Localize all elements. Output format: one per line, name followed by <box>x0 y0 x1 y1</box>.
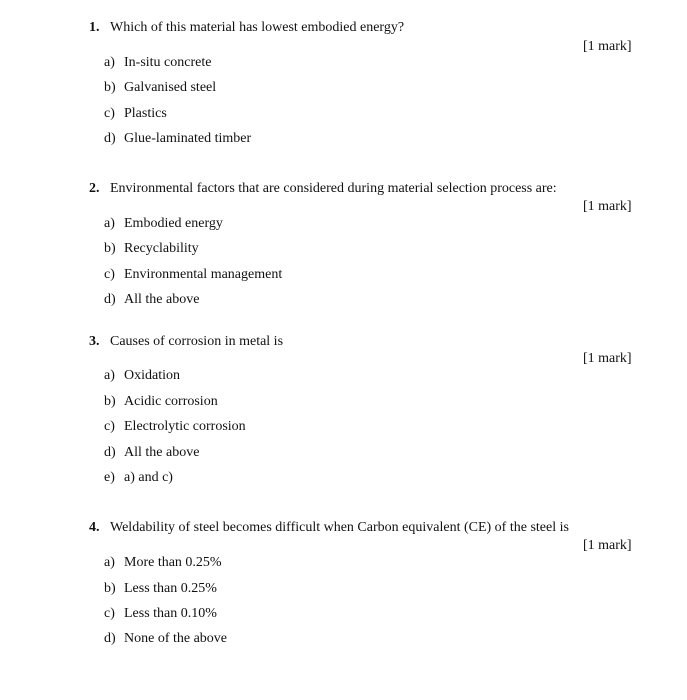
option-letter: d) <box>104 445 116 460</box>
option-letter: e) <box>104 470 115 485</box>
option-letter: b) <box>104 394 116 409</box>
option-letter: d) <box>104 292 116 307</box>
option-text: Environmental management <box>124 267 283 282</box>
question-4-option-b <box>104 581 217 597</box>
question-1-mark: [1 mark] <box>583 39 632 54</box>
option-letter: b) <box>104 241 116 256</box>
option-letter: c) <box>104 419 115 434</box>
option-text: Oxidation <box>124 368 180 383</box>
question-4-option-d <box>104 631 227 647</box>
option-text: In-situ concrete <box>124 55 212 70</box>
question-1-text: Which of this material has lowest embodied energy? <box>110 20 405 35</box>
option-text: Recyclability <box>124 241 199 256</box>
option-letter: c) <box>104 106 115 121</box>
question-3-number: 3. <box>89 334 100 349</box>
question-2-mark: [1 mark] <box>583 199 632 214</box>
option-letter: b) <box>104 80 116 95</box>
option-text: Glue-laminated timber <box>124 131 252 146</box>
question-2-option-b <box>104 241 199 257</box>
question-2-text: Environmental factors that are considered during material selection process are: <box>110 181 557 196</box>
question-1-option-a <box>104 55 211 71</box>
option-text: More than 0.25% <box>124 555 222 570</box>
question-1-heading <box>89 20 404 36</box>
question-1-option-c <box>104 106 167 122</box>
question-2-number: 2. <box>89 181 100 196</box>
option-letter: c) <box>104 267 115 282</box>
option-letter: a) <box>104 216 115 231</box>
option-text: Electrolytic corrosion <box>124 419 246 434</box>
question-4-number: 4. <box>89 520 100 535</box>
option-letter: d) <box>104 131 116 146</box>
question-2-option-c <box>104 267 282 283</box>
question-3-option-e <box>104 470 173 486</box>
question-4-heading <box>89 520 569 536</box>
question-3-heading <box>89 334 283 350</box>
option-letter: a) <box>104 555 115 570</box>
option-text: None of the above <box>124 631 228 646</box>
question-3-option-a <box>104 368 180 384</box>
question-3-mark: [1 mark] <box>583 351 632 366</box>
question-2-option-d <box>104 292 199 308</box>
option-letter: a) <box>104 368 115 383</box>
question-3-option-b <box>104 394 218 410</box>
question-4-option-c <box>104 606 217 622</box>
question-3-option-d <box>104 445 199 461</box>
option-letter: b) <box>104 581 116 596</box>
option-text: Plastics <box>124 106 167 121</box>
option-text: a) and c) <box>124 470 173 485</box>
question-1-number: 1. <box>89 20 100 35</box>
question-3-option-c <box>104 419 246 435</box>
question-4-option-a <box>104 555 222 571</box>
question-1-option-b <box>104 80 216 96</box>
option-text: Acidic corrosion <box>124 394 218 409</box>
option-text: Less than 0.25% <box>124 581 217 596</box>
question-2-option-a <box>104 216 223 232</box>
question-3-text: Causes of corrosion in metal is <box>110 334 284 349</box>
question-4-mark: [1 mark] <box>583 538 632 553</box>
option-text: Galvanised steel <box>124 80 217 95</box>
option-letter: a) <box>104 55 115 70</box>
question-4-text: Weldability of steel becomes difficult when Carbon equivalent (CE) of the steel is <box>110 520 569 535</box>
option-text: All the above <box>124 445 200 460</box>
option-letter: c) <box>104 606 115 621</box>
option-text: All the above <box>124 292 200 307</box>
option-letter: d) <box>104 631 116 646</box>
option-text: Less than 0.10% <box>124 606 217 621</box>
option-text: Embodied energy <box>124 216 223 231</box>
question-2-heading <box>89 181 557 197</box>
question-1-option-d <box>104 131 251 147</box>
